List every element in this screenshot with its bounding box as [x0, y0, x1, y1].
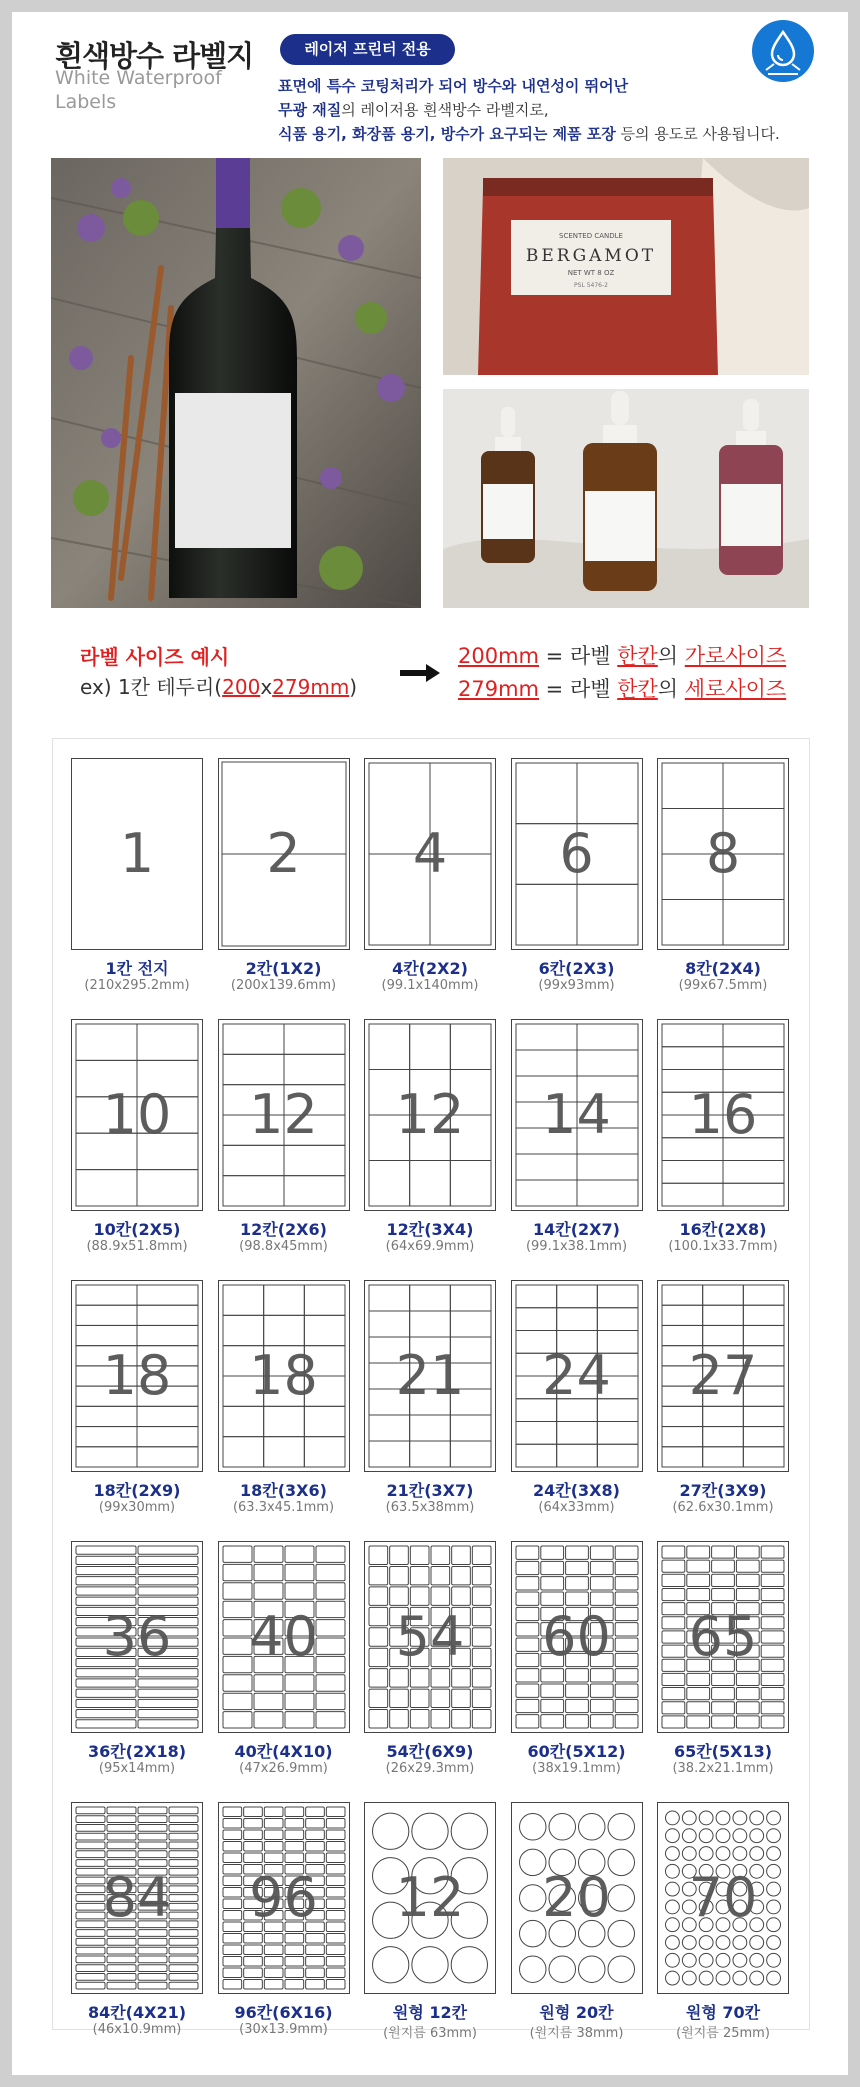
label-count-number: 27 — [688, 1344, 758, 1407]
label-type-card — [360, 744, 500, 996]
desc-line2: 의 레이저용 흰색방수 라벨지로, — [341, 101, 549, 119]
size-example — [80, 642, 357, 702]
label-count-number: 12 — [249, 1083, 318, 1146]
label-type-card — [507, 1527, 647, 1779]
size-example-post: ) — [349, 675, 358, 699]
label-count-number: 18 — [249, 1344, 318, 1407]
size-explanation — [458, 640, 786, 706]
label-type-card — [653, 1527, 793, 1779]
label-count-number: 12 — [395, 1083, 465, 1146]
size-example-x: x — [260, 675, 273, 699]
label-count-number: 40 — [249, 1605, 318, 1668]
label-type-dimensions: (99x30mm) — [98, 1500, 176, 1515]
label-count-number: 24 — [542, 1344, 611, 1407]
label-count-number: 36 — [102, 1605, 172, 1668]
exp2-height: 세로사이즈 — [684, 677, 787, 701]
label-type-dimensions: (64x33mm) — [538, 1500, 615, 1515]
label-type-dimensions: (62.6x30.1mm) — [672, 1500, 774, 1515]
label-count-number: 65 — [688, 1605, 758, 1668]
label-count-number: 16 — [688, 1083, 758, 1146]
label-sheet-diagram — [364, 1802, 496, 1994]
label-type-card — [653, 1266, 793, 1518]
label-type-card — [214, 744, 354, 996]
label-type-name: 96칸(6X16) — [234, 2003, 333, 2022]
laser-printer-badge: 레이저 프린터 전용 — [280, 34, 455, 65]
size-example-heading: 라벨 사이즈 예시 — [80, 645, 230, 669]
label-sheet-diagram — [511, 1019, 643, 1211]
label-type-card — [360, 1005, 500, 1257]
label-type-dimensions: (95x14mm) — [98, 1761, 176, 1776]
label-count-number: 6 — [559, 822, 594, 885]
size-example-width: 200 — [222, 675, 261, 699]
label-count-number: 1 — [119, 822, 155, 885]
label-count-number: 10 — [102, 1083, 172, 1146]
label-type-name: 12칸(2X6) — [240, 1220, 327, 1239]
exp1-mm: 200mm — [458, 644, 539, 668]
label-sheet-diagram — [218, 1802, 350, 1994]
label-type-dimensions: (원지름 63mm) — [383, 2026, 477, 2041]
exp2-one: 한칸 — [617, 677, 658, 701]
label-sheet-diagram — [511, 1541, 643, 1733]
size-example-pre: ex) 1칸 테두리( — [80, 675, 223, 699]
label-type-name: 16칸(2X8) — [679, 1220, 767, 1239]
label-sheet-diagram — [364, 1280, 496, 1472]
label-type-card — [214, 1005, 354, 1257]
label-sheet-diagram — [364, 1019, 496, 1211]
label-count-number: 84 — [102, 1866, 172, 1929]
label-sheet-diagram — [657, 1019, 789, 1211]
label-type-card — [507, 1788, 647, 2040]
label-type-card — [67, 744, 207, 996]
label-count-number: 4 — [412, 822, 448, 885]
candle-jar-photo — [443, 158, 809, 375]
label-type-dimensions: (99x67.5mm) — [678, 978, 768, 993]
desc-line3-highlight: 식품 용기, 화장품 용기, 방수가 요구되는 제품 포장 — [278, 125, 616, 143]
label-type-name: 12칸(3X4) — [386, 1220, 474, 1239]
label-sheet-diagram — [364, 758, 496, 950]
label-type-name: 원형 20칸 — [539, 2003, 614, 2022]
label-count-number: 96 — [249, 1866, 318, 1929]
label-type-name: 8칸(2X4) — [685, 959, 761, 978]
label-sheet-diagram — [657, 1280, 789, 1472]
label-type-dimensions: (26x29.3mm) — [385, 1761, 475, 1776]
label-type-card — [653, 744, 793, 996]
label-type-card — [360, 1788, 500, 2040]
label-type-card — [360, 1527, 500, 1779]
candle-label-line4: PSL 5476-2 — [574, 282, 608, 289]
label-type-card — [507, 1266, 647, 1518]
label-type-name: 4칸(2X2) — [392, 959, 468, 978]
label-type-card — [67, 1788, 207, 2040]
label-type-card — [507, 744, 647, 996]
label-type-dimensions: (99.1x38.1mm) — [525, 1239, 628, 1254]
label-type-name: 18칸(2X9) — [93, 1481, 181, 1500]
desc-line2-highlight: 무광 재질 — [278, 101, 342, 119]
label-sheet-diagram — [71, 758, 203, 950]
label-sheet-diagram — [218, 1019, 350, 1211]
label-sheet-diagram — [218, 1280, 350, 1472]
label-type-dimensions: (46x10.9mm) — [92, 2022, 182, 2037]
label-type-dimensions: (47x26.9mm) — [239, 1761, 328, 1776]
label-type-dimensions: (38x19.1mm) — [532, 1761, 621, 1776]
label-type-name: 원형 70칸 — [685, 2003, 761, 2022]
label-type-name: 54칸(6X9) — [386, 1742, 474, 1761]
arrow-right-icon — [400, 663, 440, 687]
product-description — [278, 74, 838, 146]
label-count-number: 18 — [102, 1344, 172, 1407]
label-sheet-diagram — [71, 1280, 203, 1472]
label-type-name: 24칸(3X8) — [533, 1481, 620, 1500]
dropper-bottles-photo — [443, 389, 809, 608]
label-type-dimensions: (99x93mm) — [538, 978, 615, 993]
label-type-dimensions: (200x139.6mm) — [230, 978, 337, 993]
label-type-grid — [52, 738, 810, 2041]
label-type-dimensions: (38.2x21.1mm) — [672, 1761, 774, 1776]
label-count-number: 54 — [395, 1605, 465, 1668]
candle-label-line3: NET WT 8 OZ — [567, 269, 615, 277]
label-type-dimensions: (98.8x45mm) — [239, 1239, 328, 1254]
label-type-name: 27칸(3X9) — [679, 1481, 767, 1500]
label-type-dimensions: (원지름 38mm) — [529, 2026, 624, 2041]
label-type-name: 40칸(4X10) — [234, 1742, 333, 1761]
label-sheet-diagram — [511, 1802, 643, 1994]
label-type-name: 18칸(3X6) — [240, 1481, 327, 1500]
label-sheet-diagram — [511, 1280, 643, 1472]
size-explanation-line1 — [458, 640, 786, 673]
exp1-width: 가로사이즈 — [684, 644, 787, 668]
label-sheet-diagram — [657, 1802, 789, 1994]
candle-label-line1: SCENTED CANDLE — [559, 232, 623, 240]
label-sheet-diagram — [657, 758, 789, 950]
label-type-name: 10칸(2X5) — [93, 1220, 181, 1239]
label-type-card — [67, 1005, 207, 1257]
desc-line3: 등의 용도로 사용됩니다. — [615, 125, 780, 143]
label-type-card — [214, 1788, 354, 2040]
label-sheet-diagram — [71, 1019, 203, 1211]
label-type-dimensions: (63.3x45.1mm) — [232, 1500, 335, 1515]
label-count-number: 21 — [395, 1344, 465, 1407]
page-subtitle: White Waterproof Labels — [55, 67, 222, 113]
label-type-card — [360, 1266, 500, 1518]
label-type-name: 36칸(2X18) — [87, 1742, 187, 1761]
label-type-card — [507, 1005, 647, 1257]
label-type-card — [214, 1266, 354, 1518]
label-type-name: 21칸(3X7) — [386, 1481, 474, 1500]
label-count-number: 2 — [266, 822, 301, 885]
label-count-number: 12 — [395, 1866, 465, 1929]
label-count-number: 8 — [705, 822, 741, 885]
label-type-name: 원형 12칸 — [392, 2003, 468, 2022]
label-type-name: 84칸(4X21) — [87, 2003, 187, 2022]
label-count-number: 70 — [688, 1866, 758, 1929]
exp2-mm: 279mm — [458, 677, 539, 701]
exp2-mid: = 라벨 — [539, 677, 618, 701]
label-count-number: 14 — [542, 1083, 611, 1146]
desc-line1: 표면에 특수 코팅처리가 되어 방수와 내연성이 뛰어난 — [278, 77, 629, 95]
label-type-dimensions: (30x13.9mm) — [239, 2022, 328, 2037]
exp2-of: 의 — [657, 677, 685, 701]
exp1-one: 한칸 — [617, 644, 658, 668]
label-count-number: 20 — [542, 1866, 611, 1929]
label-sheet-diagram — [71, 1802, 203, 1994]
label-type-dimensions: (100.1x33.7mm) — [668, 1239, 778, 1254]
label-sheet-diagram — [657, 1541, 789, 1733]
label-type-card — [67, 1527, 207, 1779]
wine-bottle-photo — [51, 158, 421, 608]
label-type-card — [214, 1527, 354, 1779]
label-sheet-diagram — [218, 758, 350, 950]
page-title: 흰색방수 라벨지 — [55, 39, 254, 73]
size-explanation-line2 — [458, 673, 786, 706]
label-sheet-diagram — [218, 1541, 350, 1733]
label-type-name: 60칸(5X12) — [527, 1742, 626, 1761]
label-sheet-diagram — [511, 758, 643, 950]
label-type-dimensions: (210x295.2mm) — [84, 978, 190, 993]
exp1-mid: = 라벨 — [539, 644, 618, 668]
candle-label-line2: BERGAMOT — [525, 246, 657, 266]
label-sheet-diagram — [364, 1541, 496, 1733]
label-type-card — [653, 1788, 793, 2040]
label-type-card — [653, 1005, 793, 1257]
label-sheet-diagram — [71, 1541, 203, 1733]
label-type-name: 65칸(5X13) — [673, 1742, 773, 1761]
exp1-of: 의 — [657, 644, 685, 668]
label-type-name: 6칸(2X3) — [538, 959, 615, 978]
label-type-name: 1칸 전지 — [105, 959, 169, 978]
label-type-dimensions: (원지름 25mm) — [676, 2026, 770, 2041]
label-type-dimensions: (99.1x140mm) — [381, 978, 479, 993]
size-example-height: 279mm — [272, 675, 350, 699]
label-type-name: 14칸(2X7) — [533, 1220, 620, 1239]
label-type-dimensions: (64x69.9mm) — [385, 1239, 475, 1254]
waterproof-drop-icon — [752, 20, 814, 82]
label-type-dimensions: (88.9x51.8mm) — [86, 1239, 188, 1254]
size-example-line — [80, 672, 357, 702]
label-type-name: 2칸(1X2) — [245, 959, 322, 978]
label-type-dimensions: (63.5x38mm) — [385, 1500, 475, 1515]
label-type-card — [67, 1266, 207, 1518]
label-count-number: 60 — [542, 1605, 611, 1668]
